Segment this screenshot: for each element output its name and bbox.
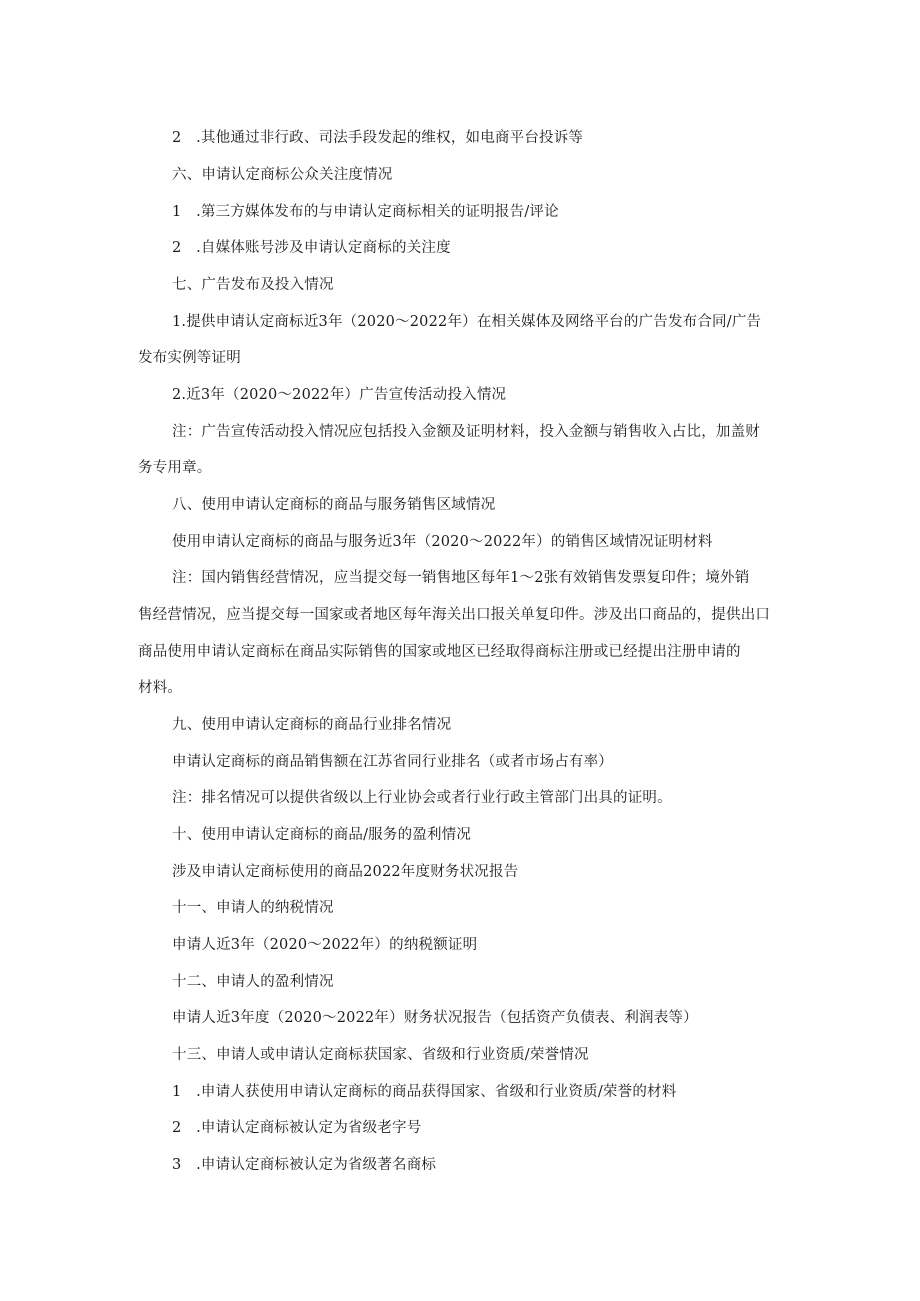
text-line: 1 .申请人获使用申请认定商标的商品获得国家、省级和行业资质/荣誉的材料 [172, 1084, 677, 1100]
text-line: 申请人近3年（2020～2022年）的纳税额证明 [172, 937, 478, 953]
note-line: 注：广告宣传活动投入情况应包括投入金额及证明材料，投入金额与销售收入占比，加盖财 [172, 424, 760, 440]
note-line: 注：排名情况可以提供省级以上行业协会或者行业行政主管部门出具的证明。 [172, 790, 672, 806]
text-line: 发布实例等证明 [138, 350, 241, 366]
text-line: 2 .自媒体账号涉及申请认定商标的关注度 [172, 240, 451, 256]
section-heading: 六、申请认定商标公众关注度情况 [172, 167, 393, 183]
text-line: 申请认定商标的商品销售额在江苏省同行业排名（或者市场占有率） [172, 754, 613, 770]
section-heading: 八、使用申请认定商标的商品与服务销售区域情况 [172, 497, 496, 513]
note-line: 售经营情况，应当提交每一国家或者地区每年海关出口报关单复印件。涉及出口商品的，提供出口 [138, 607, 771, 623]
text-line: 2 .其他通过非行政、司法手段发起的维权，如电商平台投诉等 [172, 130, 584, 146]
section-heading: 九、使用申请认定商标的商品行业排名情况 [172, 717, 452, 733]
text-line: 3 .申请认定商标被认定为省级著名商标 [172, 1157, 437, 1173]
section-heading: 十三、申请人或申请认定商标获国家、省级和行业资质/荣誉情况 [172, 1047, 589, 1063]
text-line: 1 .第三方媒体发布的与申请认定商标相关的证明报告/评论 [172, 204, 559, 220]
text-line: 涉及申请认定商标使用的商品2022年度财务状况报告 [172, 864, 519, 880]
section-heading: 十一、申请人的纳税情况 [172, 900, 334, 916]
note-line: 注：国内销售经营情况，应当提交每一销售地区每年1～2张有效销售发票复印件；境外销 [172, 570, 750, 586]
section-heading: 十二、申请人的盈利情况 [172, 974, 334, 990]
text-line: 申请人近3年度（2020～2022年）财务状况报告（包括资产负债表、利润表等） [172, 1010, 698, 1026]
section-heading: 十、使用申请认定商标的商品/服务的盈利情况 [172, 827, 472, 843]
section-heading: 七、广告发布及投入情况 [172, 277, 334, 293]
text-line: 使用申请认定商标的商品与服务近3年（2020～2022年）的销售区域情况证明材料 [172, 534, 713, 550]
note-line: 材料。 [138, 680, 183, 696]
text-line: 1.提供申请认定商标近3年（2020～2022年）在相关媒体及网络平台的广告发布合同/广告 [172, 314, 762, 330]
note-line: 务专用章。 [138, 460, 212, 476]
text-line: 2 .申请认定商标被认定为省级老字号 [172, 1120, 422, 1136]
text-line: 2.近3年（2020～2022年）广告宣传活动投入情况 [172, 387, 507, 403]
note-line: 商品使用申请认定商标在商品实际销售的国家或地区已经取得商标注册或已经提出注册申请的 [138, 644, 741, 660]
